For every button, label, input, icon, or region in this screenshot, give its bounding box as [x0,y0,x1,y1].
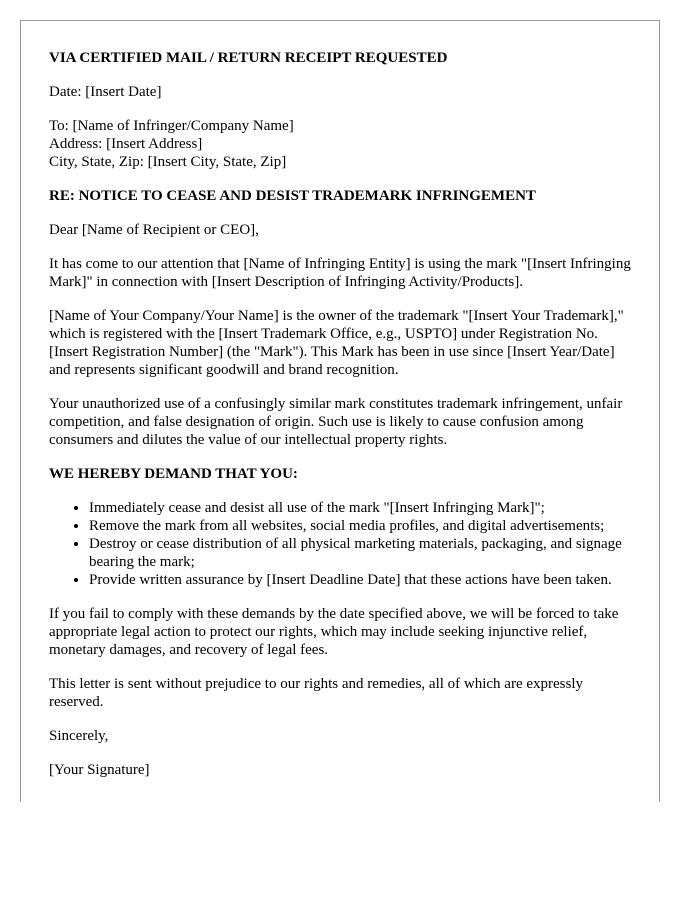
letter-body [21,21,659,779]
demand-item: • Provide written assurance by [Insert Deadline Date] that these actions have been taken. [89,571,631,589]
recipient-block [49,117,631,171]
recipient-to-line: To: [Name of Infringer/Company Name] [49,118,294,134]
date-line: Date: [Insert Date] [49,84,162,100]
recipient-city-line: City, State, Zip: [Insert City, State, Zip] [49,154,287,170]
letter-page [20,20,660,802]
body-paragraph: Your unauthorized use of a confusingly similar mark constitutes trademark infringement, unfair competition, and false designation of origin. Such use is likely to cause confusion among consumers and dilutes the value of our intellectual property rights. [49,396,623,448]
closing-paragraph: This letter is sent without prejudice to our rights and remedies, all of which are expressly reserved. [49,676,584,710]
delivery-method-line: VIA CERTIFIED MAIL / RETURN RECEIPT REQUESTED [49,50,448,66]
subject-line: RE: NOTICE TO CEASE AND DESIST TRADEMARK INFRINGEMENT [49,188,536,204]
demand-item: • Immediately cease and desist all use of the mark "[Insert Infringing Mark]"; [89,499,631,517]
recipient-address-line: Address: [Insert Address] [49,136,203,152]
demand-item: • Destroy or cease distribution of all physical marketing materials, packaging, and signage bearing the mark; [89,535,631,571]
demand-heading: WE HEREBY DEMAND THAT YOU: [49,466,298,482]
sign-off: Sincerely, [49,728,109,744]
demand-list [49,499,631,589]
signature-line: [Your Signature] [49,762,150,778]
salutation: Dear [Name of Recipient or CEO], [49,222,259,238]
demand-item: • Remove the mark from all websites, social media profiles, and digital advertisements; [89,517,631,535]
body-paragraph: [Name of Your Company/Your Name] is the owner of the trademark "[Insert Your Trademark]," which is registered with the [Insert Trademark Office, e.g., USPTO] under Registration No. [Insert Registration Number] (the "Mark"). This Mark has been in use since [Insert Year/Date] and represents significant goodwill and brand recognition. [49,308,624,378]
closing-paragraph: If you fail to comply with these demands by the date specified above, we will be forced to take appropriate legal action to protect our rights, which may include seeking injunctive relief, monetary damages, and recovery of legal fees. [49,606,619,658]
body-paragraph: It has come to our attention that [Name of Infringing Entity] is using the mark "[Insert Infringing Mark]" in connection with [Insert Description of Infringing Activity/Products]. [49,256,631,290]
